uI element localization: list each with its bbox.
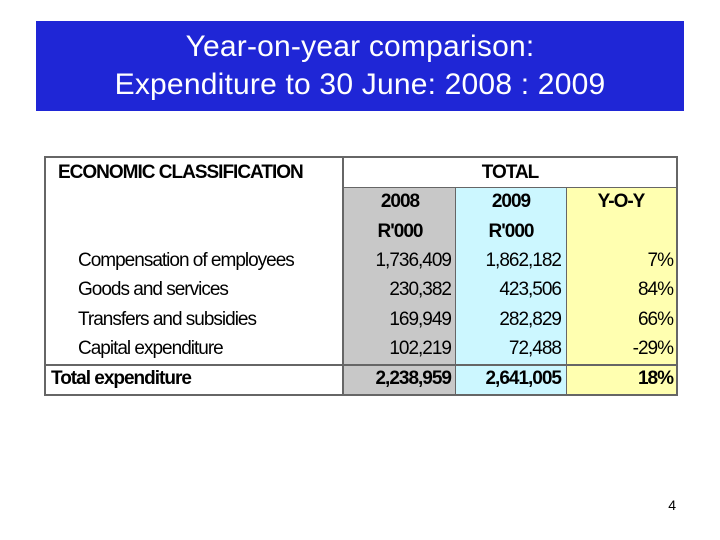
row-label: Capital expenditure <box>78 338 223 359</box>
row-yoy: 84% <box>637 279 673 300</box>
header-2008: 2008 <box>380 191 420 212</box>
title-line-2: Expenditure to 30 June: 2008 : 2009 <box>114 68 606 101</box>
row-yoy: 7% <box>647 250 673 271</box>
expenditure-table <box>44 156 678 396</box>
row-value-2009: 423,506 <box>499 279 561 300</box>
page-number: 4 <box>668 497 676 513</box>
total-value-2009: 2,641,005 <box>485 368 561 389</box>
row-label: Goods and services <box>78 279 228 300</box>
row-value-2009: 1,862,182 <box>485 250 561 271</box>
header-total: TOTAL <box>481 162 539 183</box>
row-value-2008: 102,219 <box>389 338 451 359</box>
unit-2009: R'000 <box>488 221 534 242</box>
row-value-2008: 230,382 <box>389 279 451 300</box>
total-label: Total expenditure <box>51 368 191 389</box>
slide-title <box>36 21 684 111</box>
row-label: Transfers and subsidies <box>78 309 257 330</box>
row-value-2008: 1,736,409 <box>375 250 451 271</box>
unit-2008: R'000 <box>377 221 423 242</box>
header-2009: 2009 <box>491 191 531 212</box>
row-value-2009: 282,829 <box>499 309 561 330</box>
grid-line <box>46 364 676 366</box>
total-value-2008: 2,238,959 <box>375 368 451 389</box>
row-yoy: -29% <box>632 338 673 359</box>
header-classification: ECONOMIC CLASSIFICATION <box>58 162 303 183</box>
header-yoy: Y-O-Y <box>597 191 645 212</box>
row-value-2009: 72,488 <box>508 338 561 359</box>
title-line-1: Year-on-year comparison: <box>185 30 535 63</box>
row-label: Compensation of employees <box>78 250 294 271</box>
row-value-2008: 169,949 <box>389 309 451 330</box>
total-yoy: 18% <box>637 368 673 389</box>
grid-line <box>344 187 676 188</box>
row-yoy: 66% <box>637 309 673 330</box>
